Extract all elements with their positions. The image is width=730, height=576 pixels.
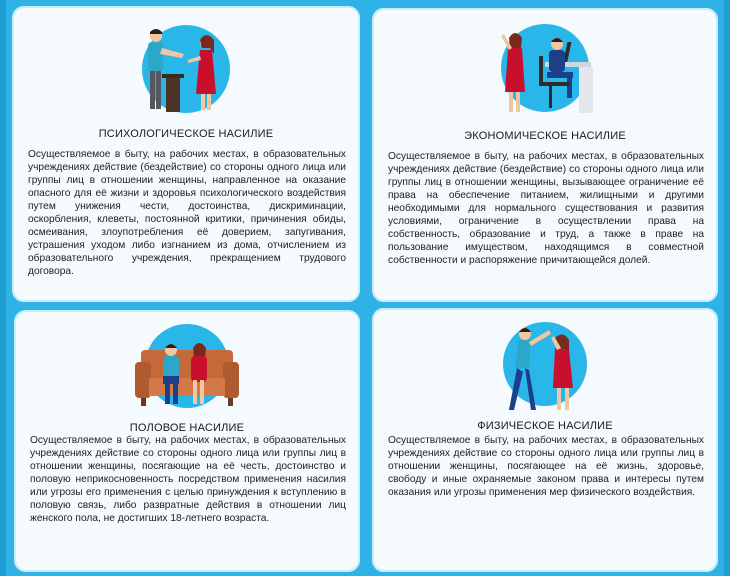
panel-text: Осуществляемое в быту, на рабочих местах, в образовательных учреждениях действие (бездействие) со стороны одного лица или группы лиц в отношении женщины, направленное на оказание опасного для её жизни и здоровья психологического воздействия путем унижения чести, достоинства, дискриминации, оскорбления, клеветы, постоянной критики, причинения обиды, осмеивания, злоупотребления её доверием, запугивания, устрашения уходом либо изгнанием из дома, отчислением из образовательного учреждения, прекращением трудового договора. xyxy=(28,149,346,277)
couple-sofa-illustration-icon xyxy=(127,316,247,414)
panel-title: ЭКОНОМИЧЕСКОЕ НАСИЛИЕ xyxy=(464,130,626,142)
panel-economic xyxy=(372,8,718,302)
page-edge-left xyxy=(0,0,6,576)
panel-sexual xyxy=(14,310,360,572)
panel-title: ПСИХОЛОГИЧЕСКОЕ НАСИЛИЕ xyxy=(98,128,274,140)
assault-illustration-icon xyxy=(485,316,605,416)
panel-text: Осуществляемое в быту, на рабочих местах, в образовательных учреждениях действие со стороны одного лица или группы лиц в отношении женщины, посягающее на её жизнь, здоровье, свободу и иные охраняемые законом права и интересы путем оказания или угрозы применения мер физического воздействия. xyxy=(388,435,704,498)
page-edge-right xyxy=(724,0,730,576)
office-illustration-icon xyxy=(485,16,605,120)
panel-title: ФИЗИЧЕСКОЕ НАСИЛИЕ xyxy=(477,420,613,432)
panel-physical xyxy=(372,308,718,572)
panel-text: Осуществляемое в быту, на рабочих местах, в образовательных учреждениях действие (бездействие) со стороны одного лица или группы лиц в отношении женщины, вызывающее ограничение её права на обеспечение питанием, жилищными и другими необходимыми для нормального существования и развития условиями, ограничение в осуществлении права на собственность, образование и труд, а также в праве на пользование имуществом, находящимся в совместной собственности и распоряжение причитающейся долей. xyxy=(388,151,704,266)
panel-title: ПОЛОВОЕ НАСИЛИЕ xyxy=(129,422,245,434)
panel-text: Осуществляемое в быту, на рабочих местах, в образовательных учреждениях действие со стороны одного лица или группы лиц в отношении женщины, посягающие на её честь, достоинство и половую неприкосновенность посредством применения насилия или угрозы его применения с целью принуждения к вступлению в половую связь, либо развратные действия в отношении лиц женского пола, не достигших 18-летнего возраста. xyxy=(30,435,346,524)
panel-psychological xyxy=(12,6,360,302)
argument-illustration-icon xyxy=(126,14,246,114)
